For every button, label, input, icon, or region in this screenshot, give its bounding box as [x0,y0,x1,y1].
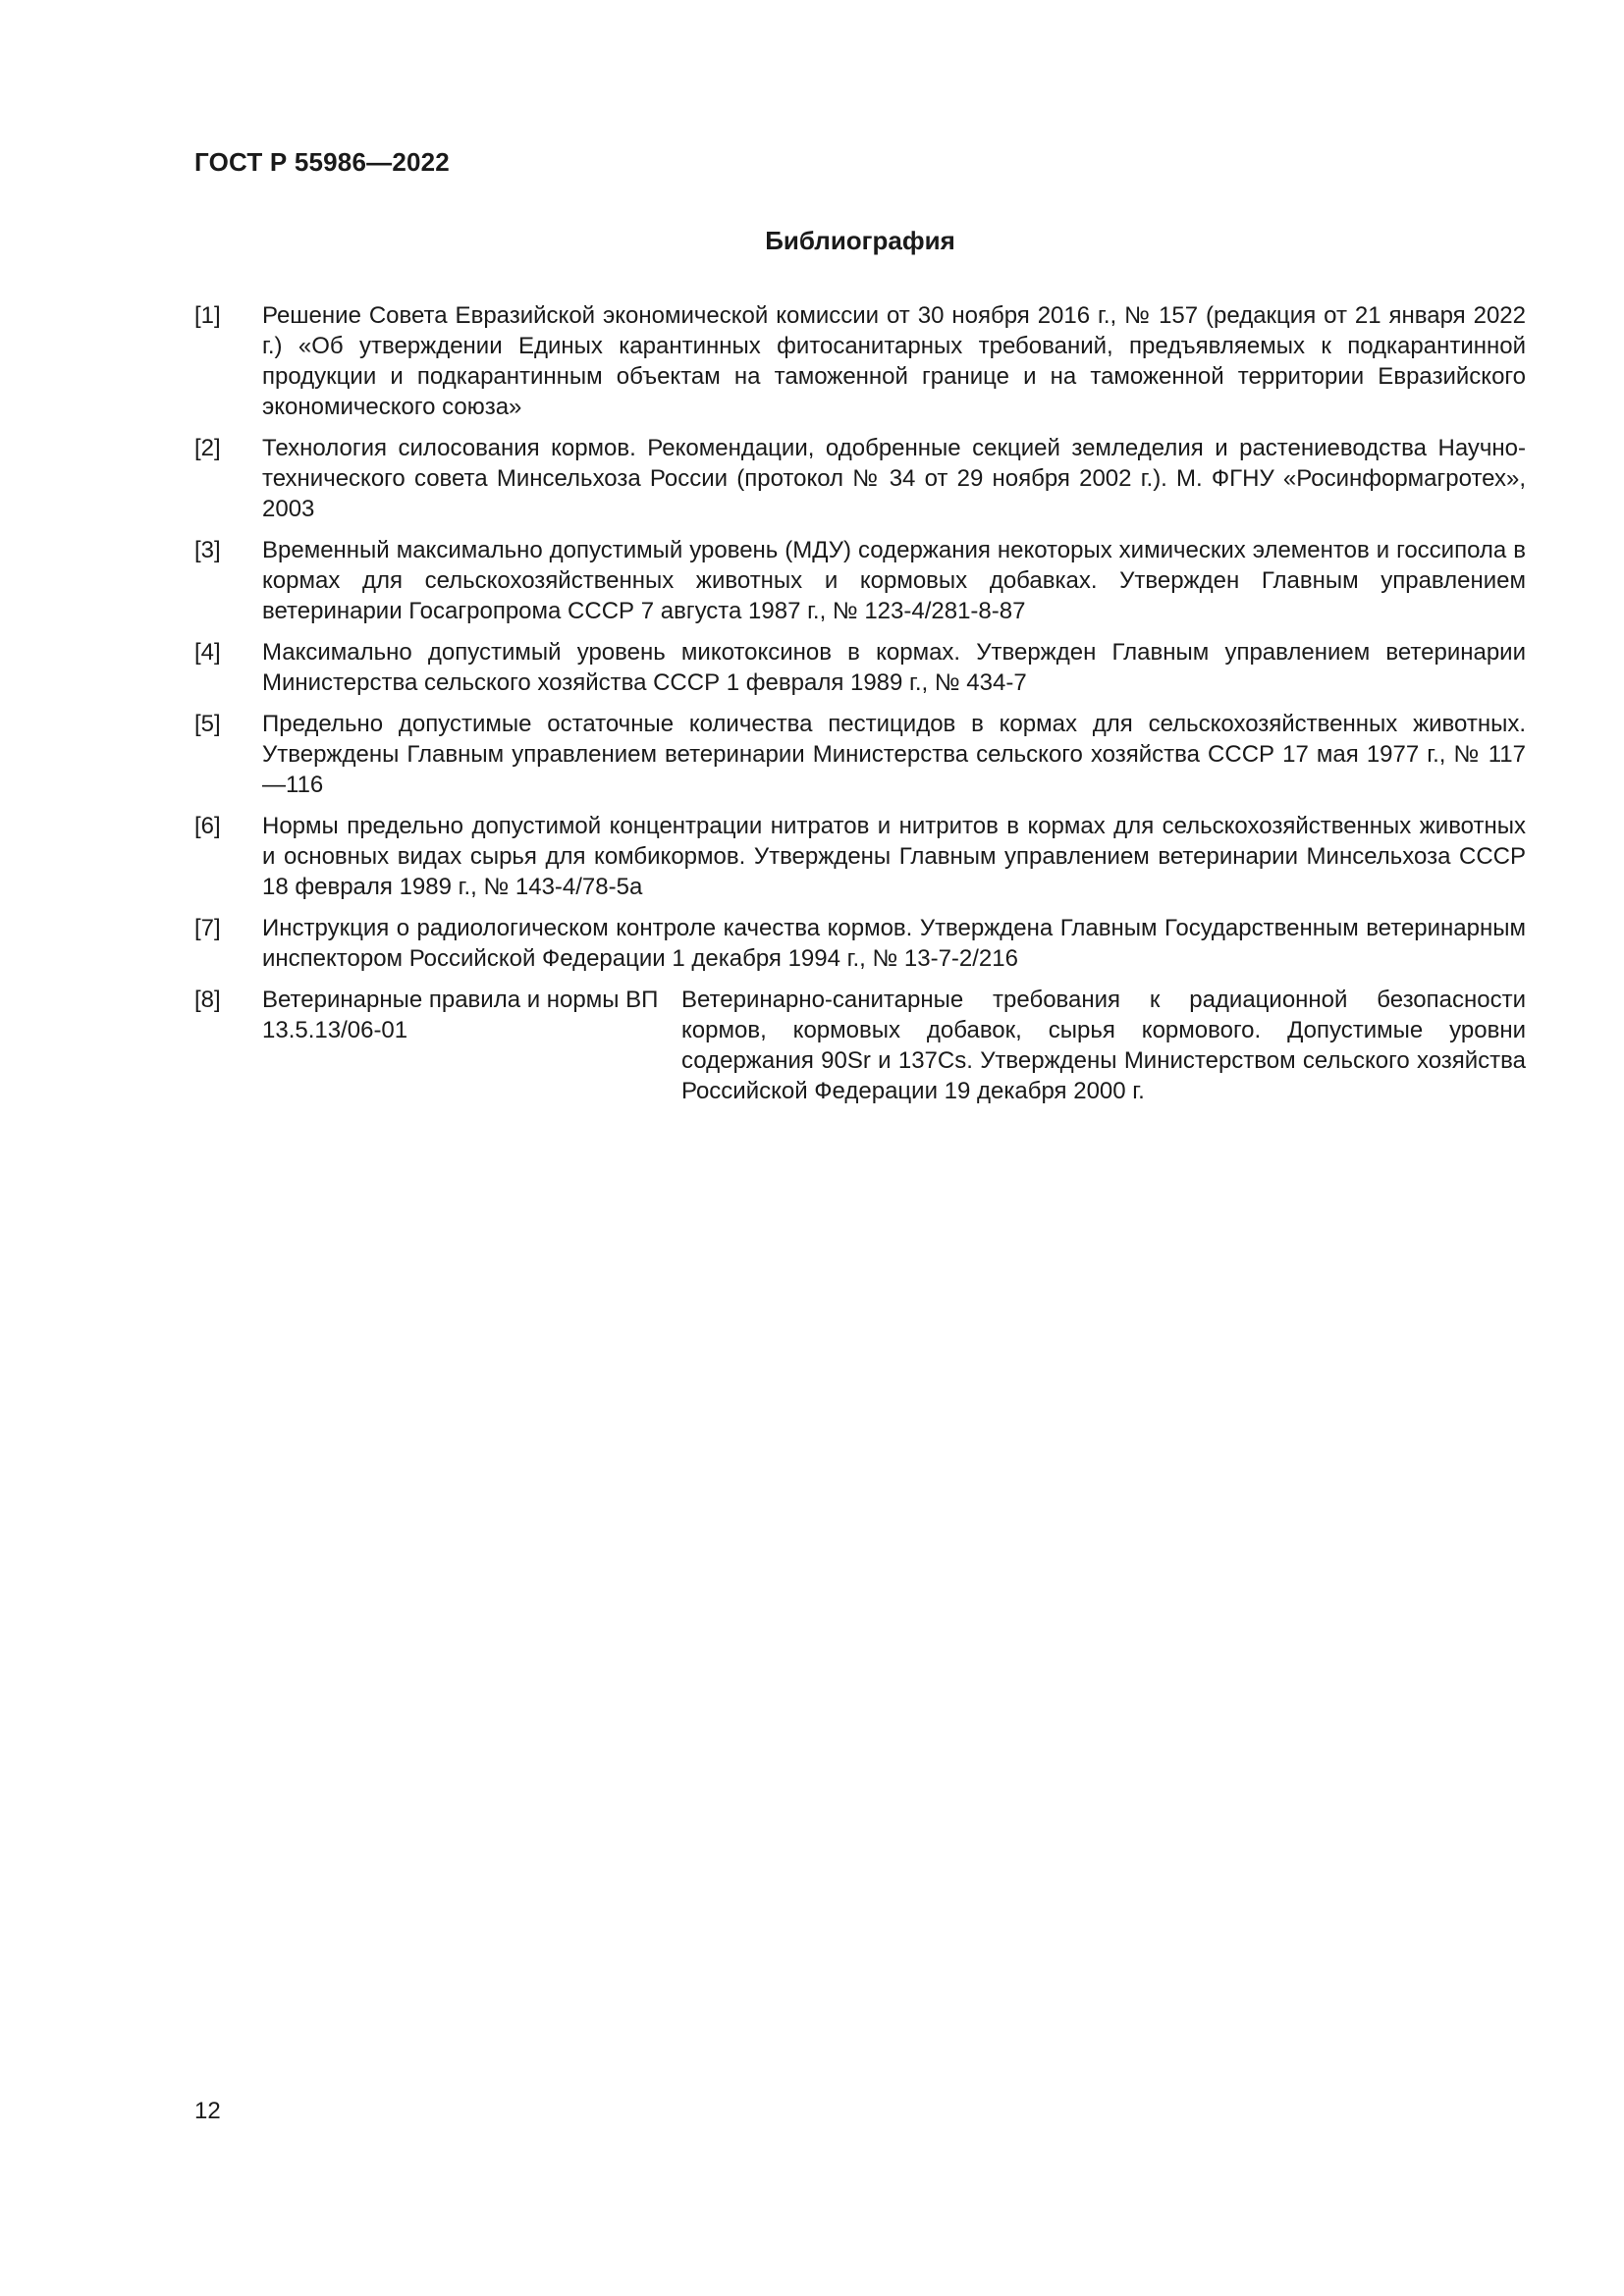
document-code: ГОСТ Р 55986—2022 [194,147,450,177]
entry-text: Временный максимально допустимый уровень (МДУ) содержания некоторых химических элементов и госсипола в кормах для сельскохозяйственных животных и кормовых добавках. Утвержден Главным управлением ветеринарии Госагропрома СССР 7 августа 1987 г., № 123-4/281-8-87 [262,537,1526,624]
bibliography-entry [194,709,1526,800]
entry-text: Инструкция о радиологическом контроле качества кормов. Утверждена Главным Государственным ветеринарным инспектором Российской Федерации 1 декабря 1994 г., № 13-7-2/216 [262,915,1526,972]
bibliography-entry [194,433,1526,524]
entry-text: Решение Совета Евразийской экономической комиссии от 30 ноября 2016 г., № 157 (редакция от 21 января 2022 г.) «Об утверждении Единых карантинных фитосанитарных требований, предъявляемых к подкарантинной продукции и подкарантинным объектам на таможенной границе и на таможенной территории Евразийского экономического союза» [262,302,1526,420]
entry-number: [5] [194,711,221,737]
entry-number: [1] [194,302,221,329]
entry-text: Технология силосования кормов. Рекомендации, одобренные секцией земледелия и растениеводства Научно-технического совета Минсельхоза России (протокол № 34 от 29 ноября 2002 г.). М. ФГНУ «Росинформагротех», 2003 [262,435,1526,522]
bibliography-entry [194,985,1526,1106]
entry-text: Предельно допустимые остаточные количества пестицидов в кормах для сельскохозяйственных животных. Утверждены Главным управлением ветеринарии Министерства сельского хозяйства СССР 17 мая 1977 г., № 117—116 [262,711,1526,798]
bibliography-entry [194,300,1526,422]
entry-text: Нормы предельно допустимой концентрации нитратов и нитритов в кормах для сельскохозяйственных животных и основных видах сырья для комбикормов. Утверждены Главным управлением ветеринарии Минсельхоза СССР 18 февраля 1989 г., № 143-4/78-5а [262,813,1526,900]
entry-number: [2] [194,435,221,461]
bibliography-entry [194,637,1526,698]
page-number: 12 [194,2098,221,2124]
bibliography-entry [194,535,1526,626]
entry-source-name: Ветеринарные правила и нормы ВП 13.5.13/06-01 [262,987,659,1043]
entry-number: [6] [194,813,221,839]
entry-number: [8] [194,987,221,1013]
bibliography-entry [194,913,1526,974]
bibliography-entry [194,811,1526,902]
entry-text: Максимально допустимый уровень микотоксинов в кормах. Утвержден Главным управлением ветеринарии Министерства сельского хозяйства СССР 1 февраля 1989 г., № 434-7 [262,639,1526,696]
section-title: Библиография [765,226,955,255]
entry-number: [7] [194,915,221,941]
entry-text: Ветеринарно-санитарные требования к радиационной безопасности кормов, кормовых добавок, сырья кормового. Допустимые уровни содержания 90Sr и 137Cs. Утверждены Министерством сельского хозяйства Российской Федерации 19 декабря 2000 г. [681,987,1526,1104]
entry-number: [4] [194,639,221,666]
bibliography-list [194,300,1526,1117]
entry-number: [3] [194,537,221,563]
